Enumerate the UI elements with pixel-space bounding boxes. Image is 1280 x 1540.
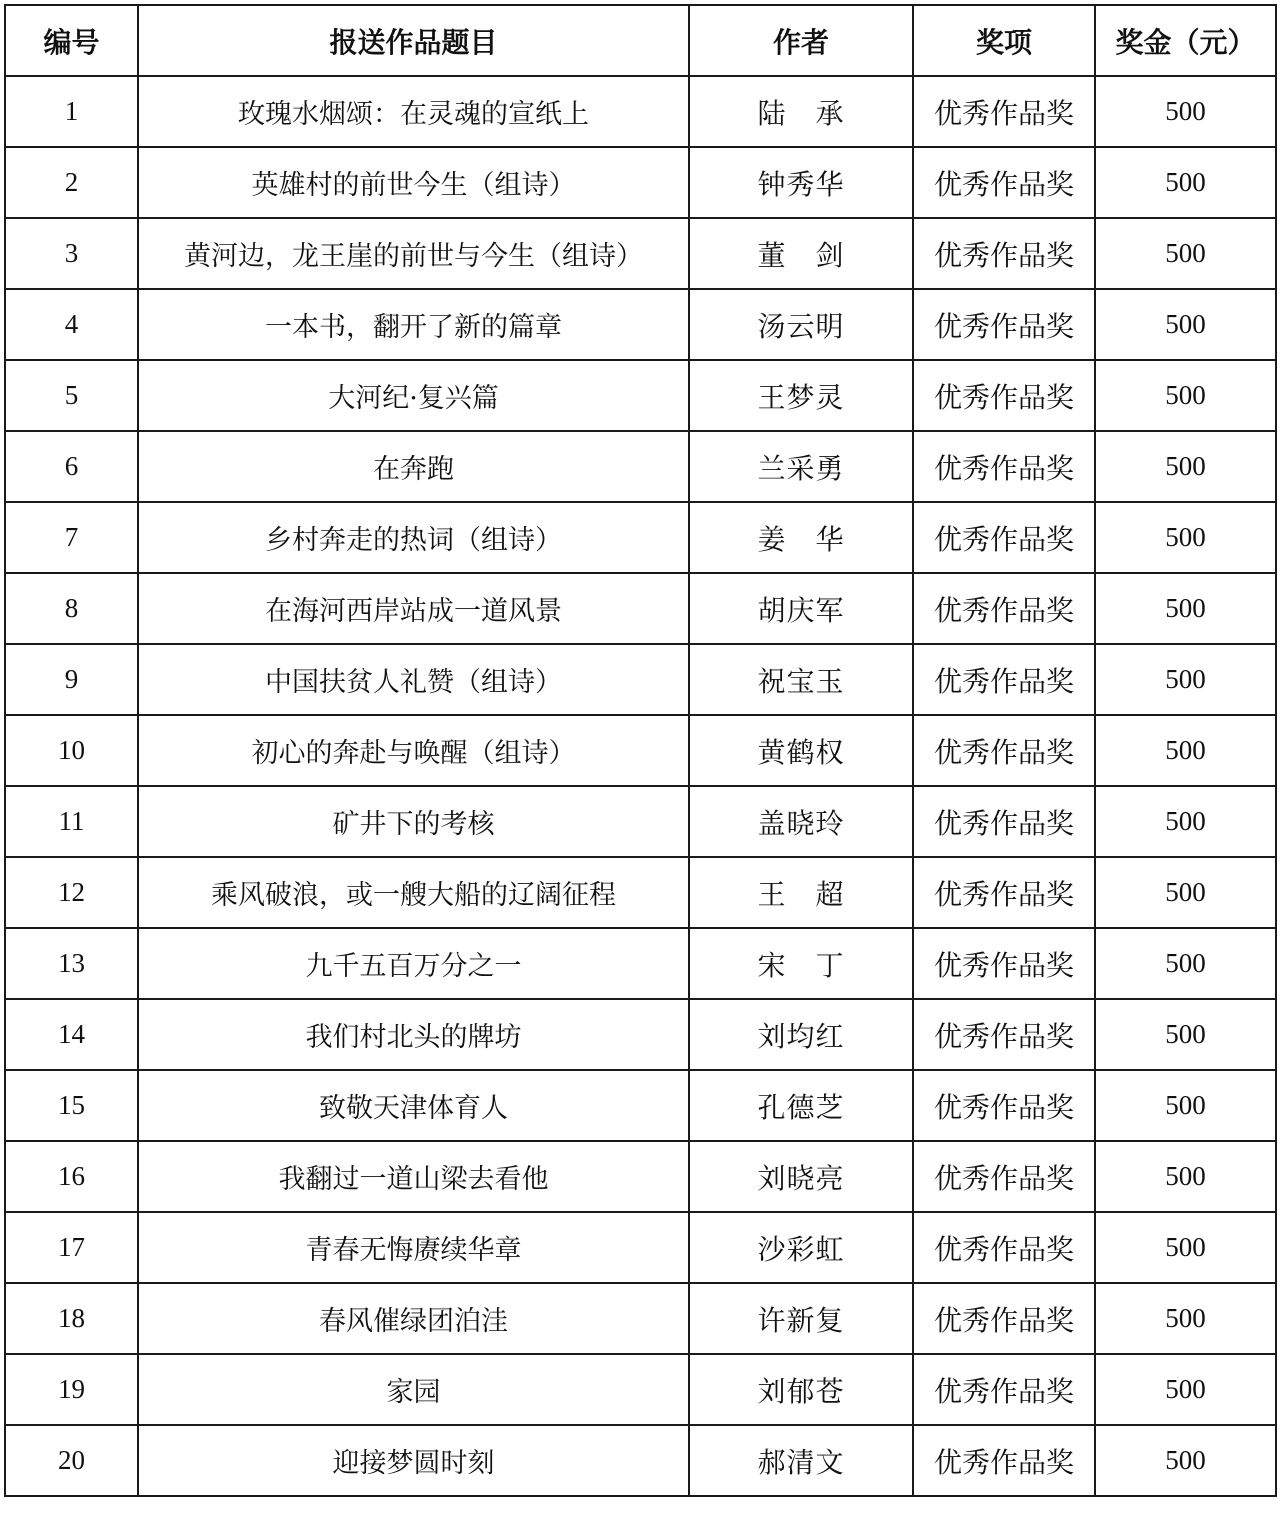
cell-author: 刘晓亮 (689, 1141, 913, 1212)
cell-number: 18 (5, 1283, 138, 1354)
header-number: 编号 (5, 5, 138, 76)
cell-title: 黄河边，龙王崖的前世与今生（组诗） (138, 218, 689, 289)
cell-prize: 500 (1095, 1354, 1276, 1425)
cell-number: 5 (5, 360, 138, 431)
cell-author: 王 超 (689, 857, 913, 928)
cell-author: 董 剑 (689, 218, 913, 289)
table-row (5, 502, 1276, 573)
cell-award: 优秀作品奖 (913, 431, 1095, 502)
cell-award: 优秀作品奖 (913, 573, 1095, 644)
cell-number: 13 (5, 928, 138, 999)
cell-award: 优秀作品奖 (913, 1212, 1095, 1283)
cell-author: 汤云明 (689, 289, 913, 360)
cell-award: 优秀作品奖 (913, 715, 1095, 786)
table-row (5, 1070, 1276, 1141)
cell-number: 2 (5, 147, 138, 218)
cell-author: 沙彩虹 (689, 1212, 913, 1283)
cell-prize: 500 (1095, 1070, 1276, 1141)
cell-prize: 500 (1095, 76, 1276, 147)
table-row (5, 786, 1276, 857)
cell-award: 优秀作品奖 (913, 644, 1095, 715)
cell-author: 盖晓玲 (689, 786, 913, 857)
cell-number: 9 (5, 644, 138, 715)
cell-author: 刘均红 (689, 999, 913, 1070)
cell-author: 郝清文 (689, 1425, 913, 1496)
cell-prize: 500 (1095, 573, 1276, 644)
cell-title: 九千五百万分之一 (138, 928, 689, 999)
cell-title: 我翻过一道山梁去看他 (138, 1141, 689, 1212)
cell-author: 王梦灵 (689, 360, 913, 431)
cell-author: 姜 华 (689, 502, 913, 573)
cell-prize: 500 (1095, 1212, 1276, 1283)
cell-award: 优秀作品奖 (913, 360, 1095, 431)
table-row (5, 1212, 1276, 1283)
cell-number: 8 (5, 573, 138, 644)
cell-title: 矿井下的考核 (138, 786, 689, 857)
cell-author: 祝宝玉 (689, 644, 913, 715)
cell-award: 优秀作品奖 (913, 928, 1095, 999)
cell-number: 15 (5, 1070, 138, 1141)
cell-prize: 500 (1095, 147, 1276, 218)
table-row (5, 999, 1276, 1070)
table-row (5, 1283, 1276, 1354)
cell-award: 优秀作品奖 (913, 289, 1095, 360)
header-author: 作者 (689, 5, 913, 76)
cell-title: 致敬天津体育人 (138, 1070, 689, 1141)
cell-prize: 500 (1095, 999, 1276, 1070)
cell-number: 16 (5, 1141, 138, 1212)
cell-title: 迎接梦圆时刻 (138, 1425, 689, 1496)
cell-award: 优秀作品奖 (913, 76, 1095, 147)
cell-number: 17 (5, 1212, 138, 1283)
cell-prize: 500 (1095, 715, 1276, 786)
cell-number: 1 (5, 76, 138, 147)
cell-title: 中国扶贫人礼赞（组诗） (138, 644, 689, 715)
cell-prize: 500 (1095, 1141, 1276, 1212)
table-row (5, 573, 1276, 644)
cell-title: 在奔跑 (138, 431, 689, 502)
cell-number: 6 (5, 431, 138, 502)
table-row (5, 147, 1276, 218)
cell-prize: 500 (1095, 218, 1276, 289)
cell-title: 英雄村的前世今生（组诗） (138, 147, 689, 218)
cell-author: 孔德芝 (689, 1070, 913, 1141)
table-row (5, 715, 1276, 786)
table-body (5, 76, 1276, 1496)
cell-prize: 500 (1095, 857, 1276, 928)
header-prize: 奖金（元） (1095, 5, 1276, 76)
cell-author: 钟秀华 (689, 147, 913, 218)
cell-prize: 500 (1095, 360, 1276, 431)
cell-number: 14 (5, 999, 138, 1070)
cell-prize: 500 (1095, 431, 1276, 502)
cell-award: 优秀作品奖 (913, 218, 1095, 289)
cell-author: 兰采勇 (689, 431, 913, 502)
cell-number: 20 (5, 1425, 138, 1496)
cell-prize: 500 (1095, 644, 1276, 715)
cell-title: 春风催绿团泊洼 (138, 1283, 689, 1354)
cell-number: 7 (5, 502, 138, 573)
table-row (5, 644, 1276, 715)
cell-author: 刘郁苍 (689, 1354, 913, 1425)
cell-number: 11 (5, 786, 138, 857)
table-row (5, 1141, 1276, 1212)
header-row (5, 5, 1276, 76)
table-row (5, 360, 1276, 431)
cell-number: 4 (5, 289, 138, 360)
cell-number: 10 (5, 715, 138, 786)
cell-title: 青春无悔赓续华章 (138, 1212, 689, 1283)
cell-award: 优秀作品奖 (913, 1354, 1095, 1425)
cell-prize: 500 (1095, 502, 1276, 573)
table-row (5, 1354, 1276, 1425)
cell-award: 优秀作品奖 (913, 999, 1095, 1070)
cell-number: 19 (5, 1354, 138, 1425)
cell-author: 许新复 (689, 1283, 913, 1354)
table-row (5, 218, 1276, 289)
cell-award: 优秀作品奖 (913, 1283, 1095, 1354)
cell-title: 大河纪·复兴篇 (138, 360, 689, 431)
cell-award: 优秀作品奖 (913, 1425, 1095, 1496)
table-row (5, 76, 1276, 147)
cell-title: 玫瑰水烟颂：在灵魂的宣纸上 (138, 76, 689, 147)
awards-table (4, 4, 1277, 1497)
table-row (5, 928, 1276, 999)
cell-number: 3 (5, 218, 138, 289)
cell-author: 宋 丁 (689, 928, 913, 999)
table-row (5, 289, 1276, 360)
header-title: 报送作品题目 (138, 5, 689, 76)
cell-award: 优秀作品奖 (913, 1141, 1095, 1212)
cell-title: 一本书，翻开了新的篇章 (138, 289, 689, 360)
cell-title: 我们村北头的牌坊 (138, 999, 689, 1070)
cell-title: 初心的奔赴与唤醒（组诗） (138, 715, 689, 786)
cell-award: 优秀作品奖 (913, 1070, 1095, 1141)
cell-award: 优秀作品奖 (913, 147, 1095, 218)
cell-prize: 500 (1095, 928, 1276, 999)
cell-title: 在海河西岸站成一道风景 (138, 573, 689, 644)
cell-number: 12 (5, 857, 138, 928)
cell-award: 优秀作品奖 (913, 857, 1095, 928)
header-award: 奖项 (913, 5, 1095, 76)
cell-title: 家园 (138, 1354, 689, 1425)
table-row (5, 431, 1276, 502)
cell-title: 乘风破浪，或一艘大船的辽阔征程 (138, 857, 689, 928)
cell-prize: 500 (1095, 289, 1276, 360)
cell-prize: 500 (1095, 1283, 1276, 1354)
cell-title: 乡村奔走的热词（组诗） (138, 502, 689, 573)
cell-prize: 500 (1095, 1425, 1276, 1496)
cell-award: 优秀作品奖 (913, 502, 1095, 573)
cell-author: 胡庆军 (689, 573, 913, 644)
table-row (5, 1425, 1276, 1496)
cell-author: 黄鹤权 (689, 715, 913, 786)
cell-award: 优秀作品奖 (913, 786, 1095, 857)
table-row (5, 857, 1276, 928)
cell-author: 陆 承 (689, 76, 913, 147)
cell-prize: 500 (1095, 786, 1276, 857)
